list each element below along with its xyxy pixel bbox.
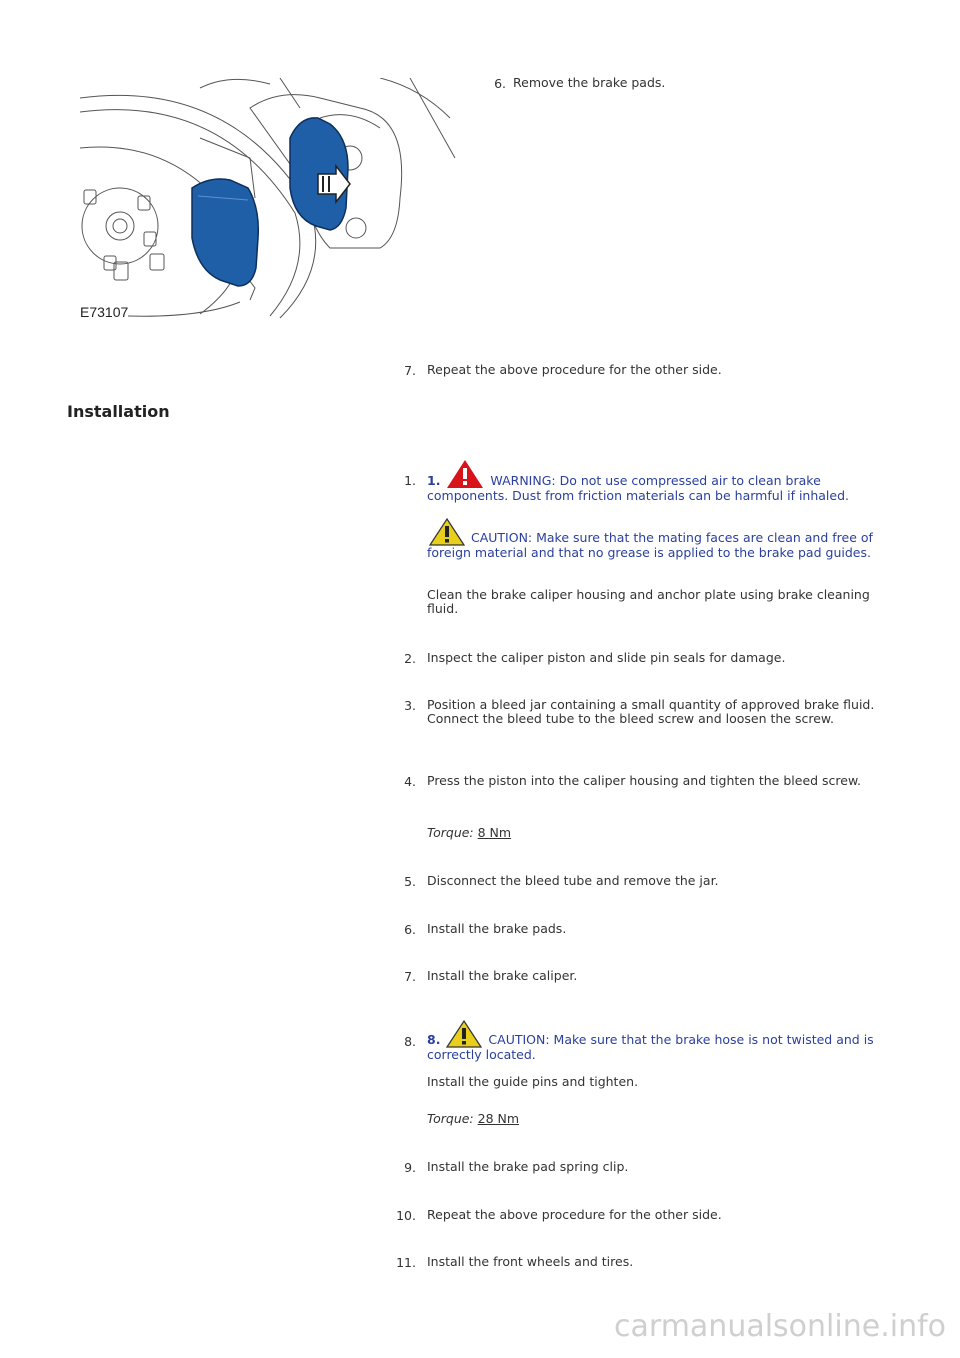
step-number: 4. <box>404 774 416 789</box>
torque-spec <box>427 1112 887 1126</box>
step-text: Install the guide pins and tighten. <box>427 1074 639 1089</box>
step-text: Disconnect the bleed tube and remove the jar. <box>427 873 719 888</box>
step-number: 7. <box>404 969 416 984</box>
torque-label: Torque: <box>427 1111 474 1126</box>
brake-pad-illustration <box>80 78 460 324</box>
figure-label: E73107 <box>80 304 129 320</box>
torque-value-link[interactable]: 28 Nm <box>477 1111 520 1126</box>
step-text: Position a bleed jar containing a small quantity of approved brake fluid. Connect the bleed tube to the bleed screw and loosen the screw. <box>427 697 875 726</box>
step-number: 7. <box>404 363 416 378</box>
step-number: 1. <box>404 473 416 488</box>
step-text: Press the piston into the caliper housing and tighten the bleed screw. <box>427 773 862 788</box>
caution-icon <box>429 518 465 546</box>
warning-text: WARNING: Do not use compressed air to clean brake components. Dust from friction materials can be harmful if inhaled. <box>427 473 850 503</box>
caution-text: CAUTION: Make sure that the brake hose is not twisted and is correctly located. <box>427 1032 874 1062</box>
step-text: Install the brake caliper. <box>427 968 578 983</box>
step-text: Repeat the above procedure for the other side. <box>427 1207 722 1222</box>
section-title: Installation <box>67 402 170 421</box>
caution-lead: 8. <box>427 1032 441 1047</box>
brake-assembly-drawing <box>80 78 460 324</box>
caution-text: CAUTION: Make sure that the mating faces are clean and free of foreign material and that no grease is applied to the brake pad guides. <box>427 530 873 560</box>
step-text: Remove the brake pads. <box>513 75 666 90</box>
warning-lead: 1. <box>427 473 441 488</box>
step-text: Clean the brake caliper housing and anchor plate using brake cleaning fluid. <box>427 587 870 616</box>
step-number: 10. <box>396 1208 416 1223</box>
torque-label: Torque: <box>427 825 474 840</box>
step-number: 6. <box>494 76 506 91</box>
step-number: 11. <box>396 1255 416 1270</box>
torque-spec <box>427 826 887 840</box>
caution-icon <box>446 1020 482 1048</box>
step-number: 3. <box>404 698 416 713</box>
step-text: Install the brake pads. <box>427 921 567 936</box>
step-text: Install the front wheels and tires. <box>427 1254 634 1269</box>
watermark: carmanualsonline.info <box>614 1309 946 1344</box>
step-number: 9. <box>404 1160 416 1175</box>
caution-block <box>427 1020 887 1062</box>
torque-value-link[interactable]: 8 Nm <box>477 825 512 840</box>
caution-block <box>427 518 887 560</box>
step-text: Inspect the caliper piston and slide pin seals for damage. <box>427 650 786 665</box>
step-text: Repeat the above procedure for the other side. <box>427 362 722 377</box>
step-number: 8. <box>404 1034 416 1049</box>
warning-block <box>427 459 887 503</box>
step-number: 6. <box>404 922 416 937</box>
step-number: 2. <box>404 651 416 666</box>
step-text: Install the brake pad spring clip. <box>427 1159 629 1174</box>
warning-icon <box>446 459 484 489</box>
step-number: 5. <box>404 874 416 889</box>
